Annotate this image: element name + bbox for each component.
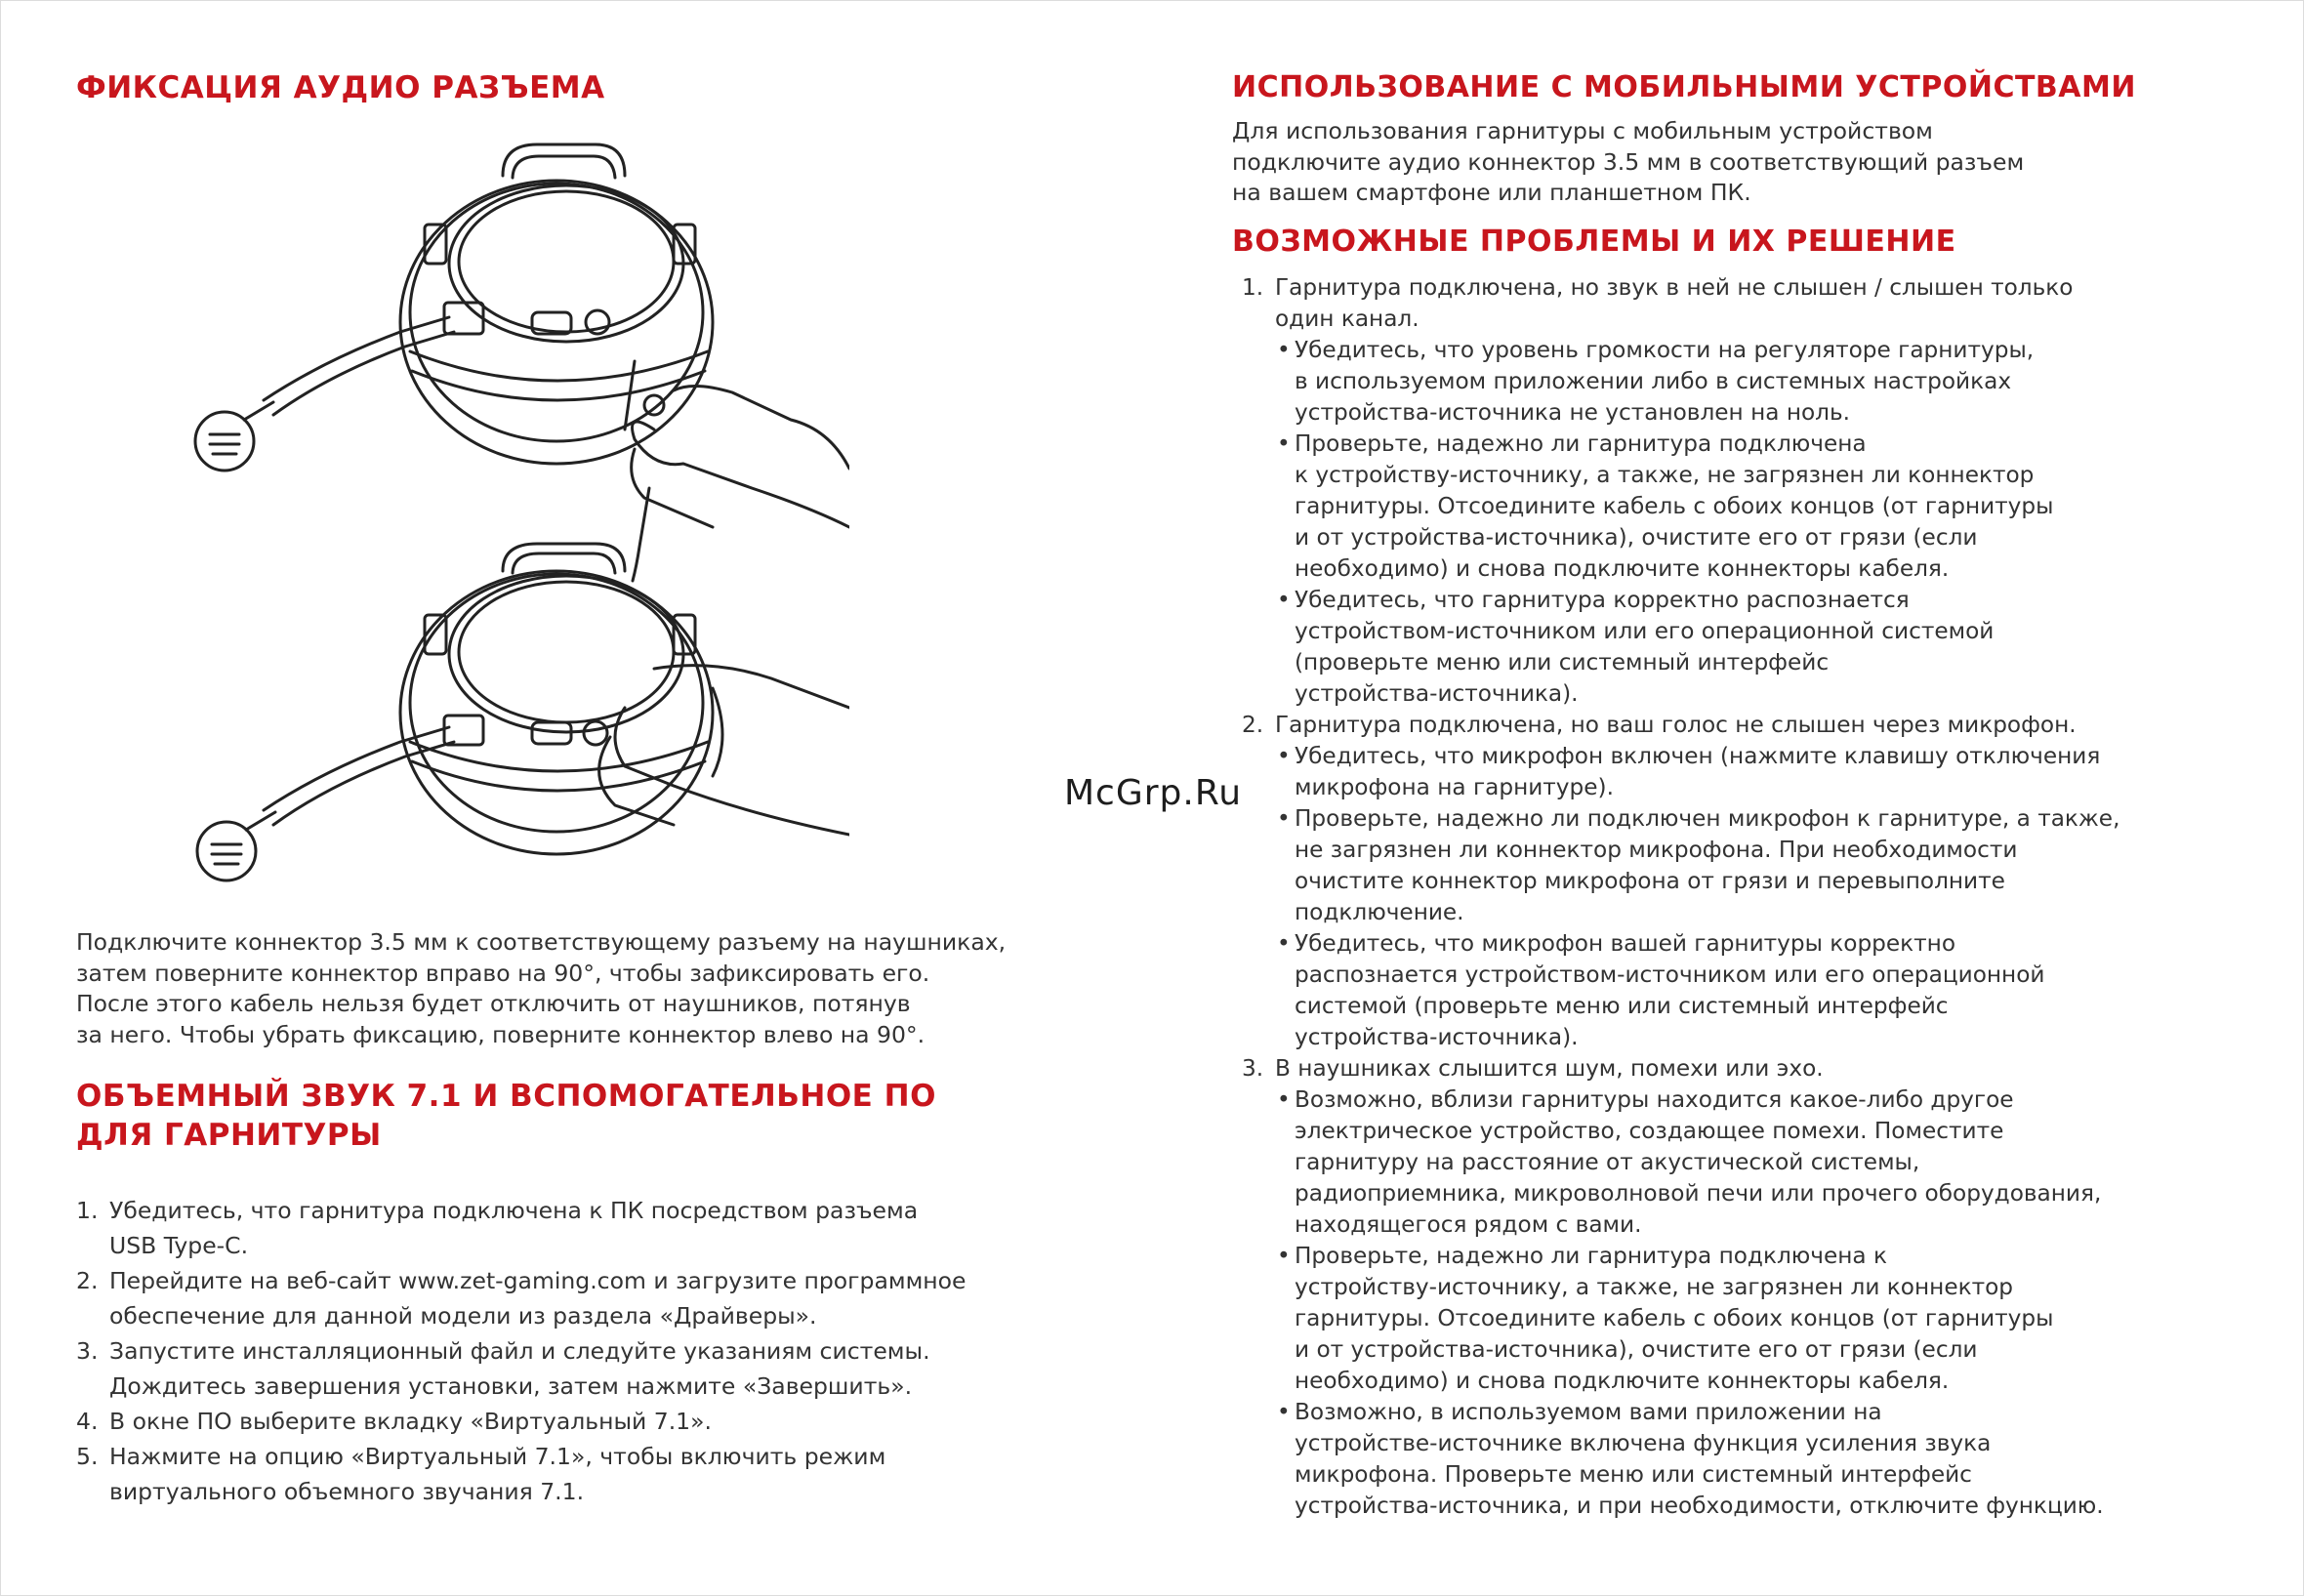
bullet-line: не загрязнен ли коннектор микрофона. При необходимости — [1295, 836, 2018, 863]
bullet-line: • Возможно, в используемом вами приложении на — [1295, 1398, 1882, 1425]
solution-list — [1275, 1084, 2247, 1522]
problem-number: 2. — [1242, 711, 1264, 738]
bullet-line: необходимо) и снова подключите коннекторы кабеля. — [1295, 1367, 1950, 1394]
bullet-line: очистите коннектор микрофона от грязи и перевыполните — [1295, 867, 2005, 894]
problem-title: один канал. — [1275, 305, 1419, 332]
bullet-line: • Проверьте, надежно ли гарнитура подключена к — [1295, 1242, 1888, 1269]
headset-connector-illustration-bottom — [166, 542, 849, 913]
fixation-heading: ФИКСАЦИЯ АУДИО РАЗЪЕМА — [76, 70, 605, 105]
fixation-line: затем поверните коннектор вправо на 90°, чтобы зафиксировать его. — [76, 959, 930, 987]
fixation-line: за него. Чтобы убрать фиксацию, поверните коннектор влево на 90°. — [76, 1020, 926, 1048]
headset-connector-illustration-top — [166, 137, 849, 586]
list-item — [76, 1263, 1150, 1333]
step-text: Дождитесь завершения установки, затем нажмите «Завершить». — [109, 1372, 913, 1400]
bullet-line: гарнитуры. Отсоедините кабель с обоих концов (от гарнитуры — [1295, 1304, 2054, 1331]
mobile-line: Для использования гарнитуры с мобильным устройством — [1232, 117, 1933, 144]
fixation-line: Подключите коннектор 3.5 мм к соответствующему разъему на наушниках, — [76, 928, 1007, 956]
step-number: 3. — [76, 1337, 99, 1365]
bullet-line: (проверьте меню или системный интерфейс — [1295, 648, 1830, 675]
bullet-line: электрическое устройство, создающее помехи. Поместите — [1295, 1117, 2004, 1144]
list-item — [76, 1333, 1150, 1404]
surround-heading-line2: ДЛЯ ГАРНИТУРЫ — [76, 1118, 382, 1154]
step-text: обеспечение для данной модели из раздела «Драйверы». — [109, 1302, 817, 1330]
bullet-line: устройства-источника не установлен на ноль. — [1295, 398, 1851, 426]
problems-heading: ВОЗМОЖНЫЕ ПРОБЛЕМЫ И ИХ РЕШЕНИЕ — [1232, 224, 1956, 259]
fixation-paragraph — [76, 927, 1131, 1050]
problems-list — [1232, 272, 2247, 1522]
problem-title: Гарнитура подключена, но звук в ней не слышен / слышен только — [1275, 273, 2074, 301]
bullet-line: • Проверьте, надежно ли гарнитура подключена — [1295, 430, 1867, 457]
bullet-line: в используемом приложении либо в системных настройках — [1295, 367, 2012, 394]
bullet-line: и от устройства-источника), очистите его от грязи (если — [1295, 1335, 1978, 1363]
step-text: USB Type-C. — [109, 1232, 249, 1259]
list-item — [76, 1439, 1150, 1509]
step-number: 5. — [76, 1443, 99, 1470]
step-text: виртуального объемного звучания 7.1. — [109, 1478, 585, 1505]
bullet-line: к устройству-источнику, а также, не загрязнен ли коннектор — [1295, 461, 2035, 488]
problem-item — [1242, 710, 2247, 1053]
mobile-line: на вашем смартфоне или планшетном ПК. — [1232, 179, 1751, 206]
bullet-line: устройством-источником или его операционной системой — [1295, 617, 1995, 644]
bullet-line: гарнитуру на расстояние от акустической системы, — [1295, 1148, 1920, 1175]
problem-title: Гарнитура подключена, но ваш голос не слышен через микрофон. — [1275, 711, 2077, 738]
problem-number: 3. — [1242, 1054, 1264, 1082]
list-item — [1275, 928, 2247, 1053]
watermark: McGrp.Ru — [1064, 773, 1243, 813]
list-item — [1275, 585, 2247, 710]
solution-list — [1275, 741, 2247, 1053]
bullet-line: • Убедитесь, что микрофон включен (нажмите клавишу отключения — [1295, 742, 2101, 769]
bullet-line: и от устройства-источника), очистите его от грязи (если — [1295, 523, 1978, 551]
step-text: Запустите инсталляционный файл и следуйте указаниям системы. — [109, 1337, 930, 1365]
step-number: 2. — [76, 1267, 99, 1294]
bullet-line: • Проверьте, надежно ли подключен микрофон к гарнитуре, а также, — [1295, 804, 2120, 832]
surround-steps — [76, 1193, 1150, 1509]
left-column — [76, 68, 1101, 107]
bullet-line: • Убедитесь, что микрофон вашей гарнитуры корректно — [1295, 929, 1956, 957]
step-text: Перейдите на веб-сайт www.zet-gaming.com и загрузите программное — [109, 1267, 967, 1294]
problem-title: В наушниках слышится шум, помехи или эхо. — [1275, 1054, 1824, 1082]
bullet-line: находящегося рядом с вами. — [1295, 1210, 1642, 1238]
bullet-line: радиоприемника, микроволновой печи или прочего оборудования, — [1295, 1179, 2102, 1207]
bullet-line: • Возможно, вблизи гарнитуры находится какое-либо другое — [1295, 1085, 2014, 1113]
mobile-paragraph — [1232, 116, 2247, 209]
bullet-line: системой (проверьте меню или системный интерфейс — [1295, 992, 1949, 1019]
bullet-line: необходимо) и снова подключите коннекторы кабеля. — [1295, 554, 1950, 582]
step-text: В окне ПО выберите вкладку «Виртуальный 7.1». — [109, 1408, 712, 1435]
step-text: Убедитесь, что гарнитура подключена к ПК посредством разъема — [109, 1197, 919, 1224]
list-item — [76, 1404, 1150, 1439]
list-item — [1275, 1241, 2247, 1397]
bullet-line: устройстве-источнике включена функция усиления звука — [1295, 1429, 1992, 1456]
bullet-line: подключение. — [1295, 898, 1464, 925]
list-item — [1275, 1084, 2247, 1241]
list-item — [1275, 335, 2247, 429]
step-number: 1. — [76, 1197, 99, 1224]
bullet-line: микрофона на гарнитуре). — [1295, 773, 1614, 800]
mobile-line: подключите аудио коннектор 3.5 мм в соответствующий разъем — [1232, 147, 2025, 176]
mobile-heading: ИСПОЛЬЗОВАНИЕ С МОБИЛЬНЫМИ УСТРОЙСТВАМИ — [1232, 70, 2136, 104]
bullet-line: устройства-источника, и при необходимости, отключите функцию. — [1295, 1492, 2104, 1519]
surround-heading-line1: ОБЪЕМНЫЙ ЗВУК 7.1 И ВСПОМОГАТЕЛЬНОЕ ПО — [76, 1079, 936, 1114]
list-item — [76, 1193, 1150, 1263]
right-column — [1232, 68, 2247, 1522]
bullet-line: микрофона. Проверьте меню или системный интерфейс — [1295, 1460, 1972, 1488]
list-item — [1275, 429, 2247, 585]
list-item — [1275, 1397, 2247, 1522]
list-item — [1275, 741, 2247, 803]
step-number: 4. — [76, 1408, 99, 1435]
bullet-line: • Убедитесь, что гарнитура корректно распознается — [1295, 586, 1910, 613]
bullet-line: распознается устройством-источником или его операционной — [1295, 961, 2045, 988]
problem-item — [1242, 1053, 2247, 1522]
list-item — [1275, 803, 2247, 928]
solution-list — [1275, 335, 2247, 710]
problem-item — [1242, 272, 2247, 710]
bullet-line: устройства-источника). — [1295, 679, 1579, 707]
fixation-line: После этого кабель нельзя будет отключить от наушников, потянув — [76, 990, 911, 1017]
bullet-line: устройства-источника). — [1295, 1023, 1579, 1050]
bullet-line: устройству-источнику, а также, не загрязнен ли коннектор — [1295, 1273, 2013, 1300]
problem-number: 1. — [1242, 273, 1264, 301]
bullet-line: гарнитуры. Отсоедините кабель с обоих концов (от гарнитуры — [1295, 492, 2054, 519]
bullet-line: • Убедитесь, что уровень громкости на регуляторе гарнитуры, — [1295, 336, 2035, 363]
step-text: Нажмите на опцию «Виртуальный 7.1», чтобы включить режим — [109, 1443, 886, 1470]
surround-heading — [76, 1077, 1150, 1156]
